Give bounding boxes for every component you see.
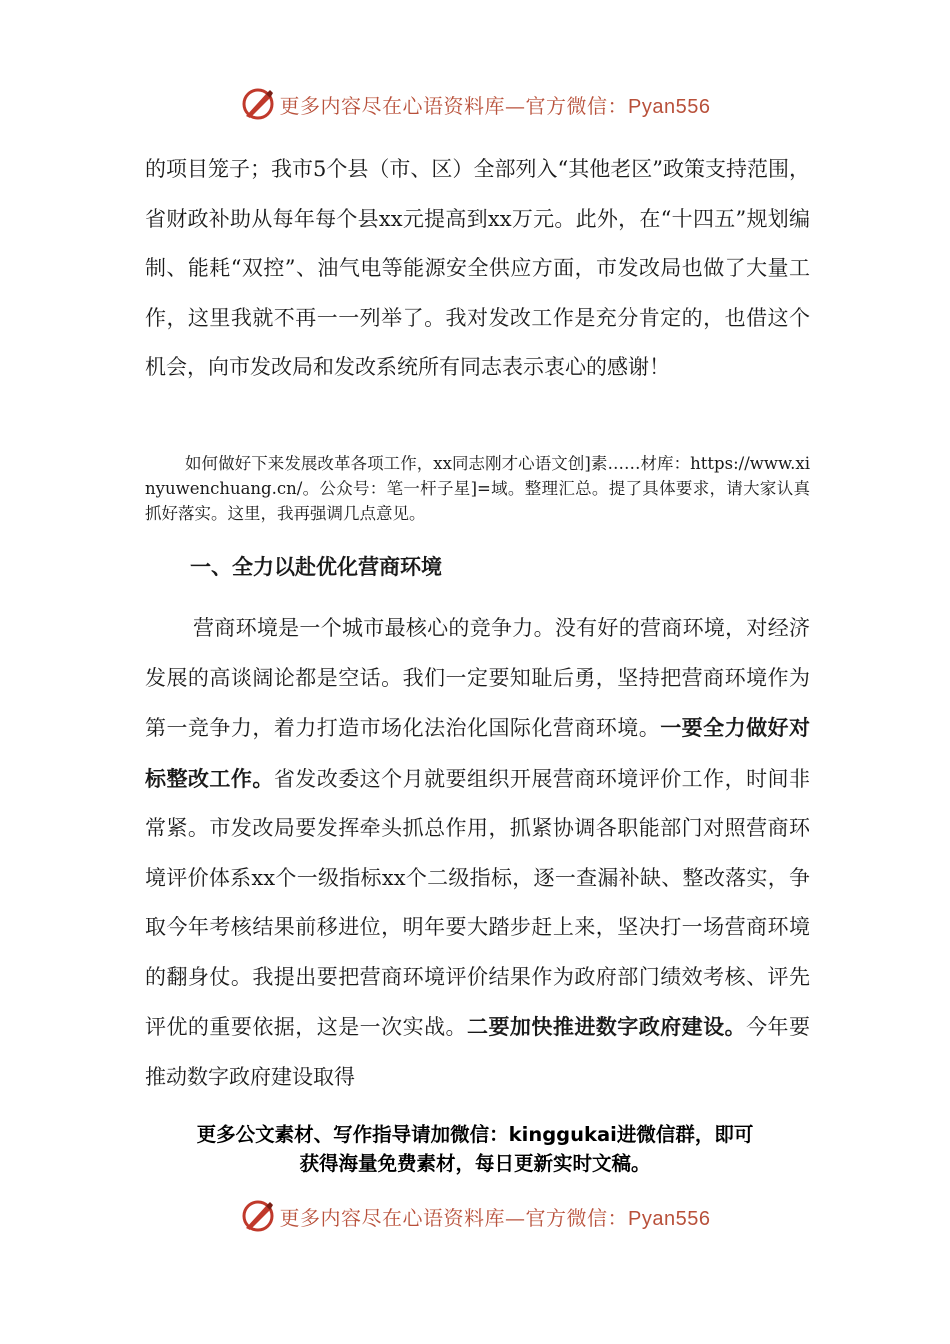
paragraph-1: 的项目笼子；我市5个县（市、区）全部列入“其他老区”政策支持范围，省财政补助从每年每个县xx元提高到xx万元。此外，在“十四五”规划编制、能耗“双控”、油气电等能源安全供应方面，市发改局也做了大量工作，这里我就不再一一列举了。我对发改工作是充分肯定的，也借这个机会，向市发改局和发改系统所有同志表示衷心的感谢！ [145,157,810,379]
pen-logo-icon [240,86,276,122]
promo-notice [120,1120,830,1178]
paragraph-3-part-c: 省发改委这个月就要组织开展营商环境评价工作，时间非常紧。市发改局要发挥牵头抓总作用，抓紧协调各职能部门对照营商环境评价体系xx个一级指标xx个二级指标，逐一查漏补缺、整改落实，争取今年考核结果前移进位，明年要大踏步赶上来，坚决打一场营商环境的翻身仗。我提出要把营商环境评价结果作为政府部门绩效考核、评先评优的重要依据，这是一次实战。 [145,766,811,1039]
footer-banner-text: 更多内容尽在心语资料库—官方微信：Pyan556 [279,1205,711,1230]
header-wechat-id: Pyan556 [628,95,711,118]
header-banner [0,84,950,124]
paragraph-3-part-a: 营商环境是一个城市最核心的竞争力。没有好的营商环境，对经济发展的高谈阔论都是空话。我们一定要知耻后勇，坚持把营商环境作为第一竞争力，着力打造市场化法治化国际化营商环境。 [145,616,810,740]
promo-line-1: 更多公文素材、写作指导请加微信：kinggukai进微信群，即可 [196,1123,754,1146]
paragraph-2: 如何做好下来发展改革各项工作，xx同志刚才心语文创]素……材库：https://www.xinyuwenchuang.cn/。公众号：笔一杆子星]=域。整理汇总。提了具体要求，请大家认真抓好落实。这里，我再强调几点意见。 [145,454,810,523]
footer-banner [0,1196,950,1236]
pen-logo-icon [240,1198,276,1234]
paragraph-3 [145,604,810,1102]
paragraph-3-part-e: 今年要推动数字政府建设取得 [145,1015,811,1089]
footer-wechat-id: Pyan556 [628,1207,711,1230]
section-heading-1: 一、全力以赴优化营商环境 [190,554,442,579]
paragraph-3-bold-2: 二要加快推进数字政府建设。 [467,1014,747,1039]
paragraph-3-bold-1: 一要全力做好对标整改工作。 [145,715,811,791]
promo-line-2: 获得海量免费素材，每日更新实时文稿。 [299,1152,651,1175]
header-banner-text: 更多内容尽在心语资料库—官方微信：Pyan556 [279,93,711,118]
